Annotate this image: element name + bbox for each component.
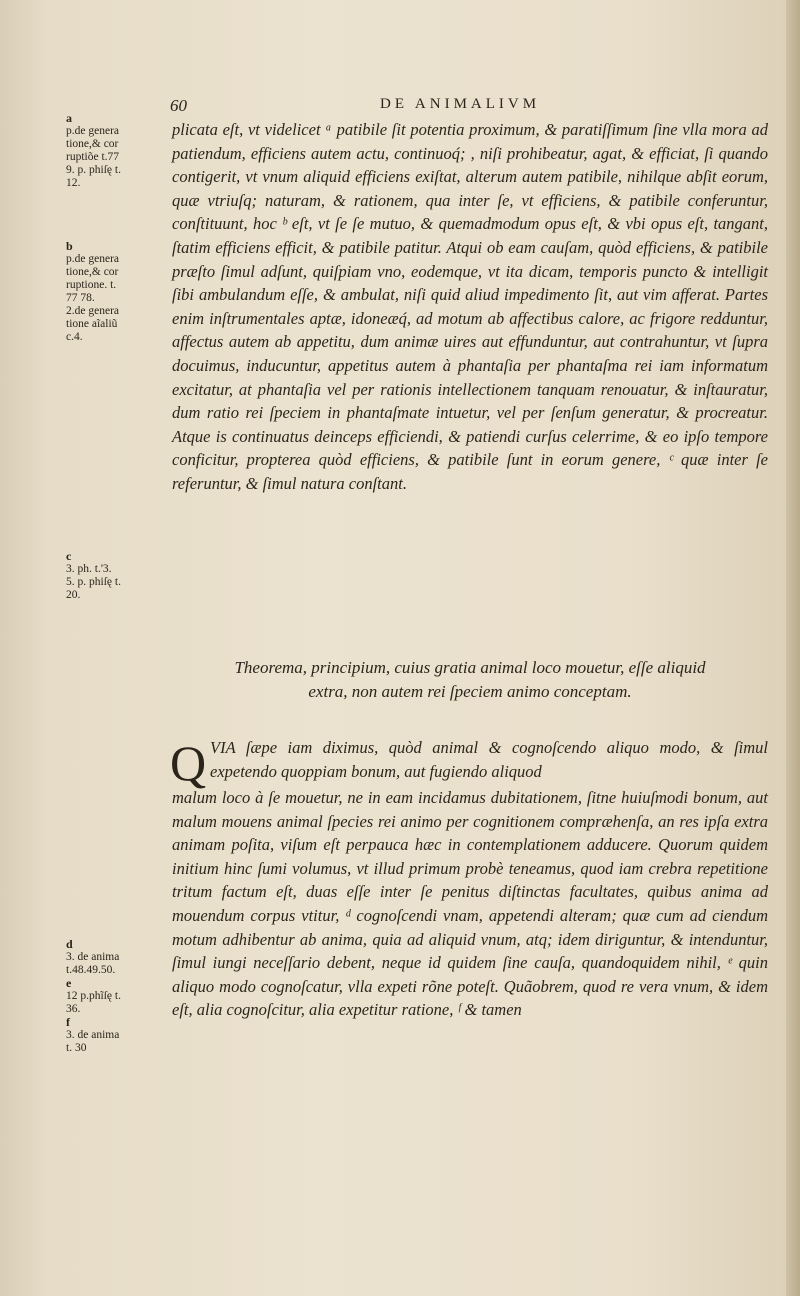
margin-note-c [66, 550, 166, 602]
margin-note-line: tione,& cor [66, 266, 119, 278]
margin-note-line: ruptiõe t.77 [66, 151, 120, 163]
margin-note-line: b [66, 239, 73, 253]
margin-note-line: p.de genera [66, 253, 119, 265]
theorem-heading [170, 656, 770, 704]
page-number: 60 [170, 96, 187, 115]
margin-note-line: tione,& cor [66, 138, 119, 150]
theorem-line: extra, non autem rei ſpeciem animo conceptam. [308, 682, 632, 701]
margin-note-line: 3. de anima [66, 951, 120, 963]
drop-cap: Q [170, 735, 207, 791]
margin-note-line: 12 p.phĩſę t. [66, 990, 121, 1002]
margin-note-line: 5. p. phiſę t. [66, 576, 121, 588]
body-paragraph-2: malum loco à ſe mouetur, ne in eam incidamus dubitationem, ſitne huiuſmodi bonum, aut malum mouens animal ſpecies rei animo per cognitionem compræhenſa, an res ipſa extra animam poſita, viſum eſt perpauca hæc in contemplationem adducere. Quorum quidem initium hinc ſumi volumus, vt illud primum probè teneamus, quod iam crebra repetitione tritum factum eſt, duas eſſe inter ſe penitus diſtinctas facultates, quibus anima ad mouendum corpus vtitur, ᵈ cognoſcendi vnam, appetendi alteram; quæ cum ad ciendum motum adhibentur ab anima, quia ad aliquid vnum, atq; idem diriguntur, & intenduntur, ſimul iungi neceſſario debent, neque id quidem ſine cauſa, quandoquidem nihil, ᵉ quin aliquo modo cognoſcatur, vlla expeti rõne poteſt. Quãobrem, quod re vera vnum, & idem eſt, alia cognoſcitur, alia expetitur ratione, ᶠ & tamen [172, 788, 768, 1020]
margin-note-a [66, 112, 166, 190]
margin-note-line: 3. de anima [66, 1029, 120, 1041]
margin-note-line: t.48.49.50. [66, 964, 116, 976]
page-edge [786, 0, 800, 1296]
margin-note-b [66, 240, 166, 344]
margin-note-line: c [66, 549, 72, 563]
body-paragraph-1: plicata eſt, vt videlicet ᵃ patibile ſit potentia proximum, & paratiſſimum ſine vlla mora ad patiendum, efficiens autem actu, continuoq́; , niſi prohibeatur, agat, & efficiat, ſi quando contigerit, vt vnum aliquid efficiens exiſtat, alterum autem patibile, nihilque abſit eorum, quæ vtriuſq; naturam, & rationem, qua inter ſe, vt efficiens, & patibile conferuntur, conſtituunt, hoc ᵇ eſt, vt ſe ſe mutuo, & quemadmodum opus eſt, & vbi opus eſt, tangant, ſtatim efficiens efficit, & patibile patitur. Atqui ob eam cauſam, quòd efficiens, & patibile præſto ſimul adſunt, quiſpiam vno, eodemque, vt ita dicam, temporis puncto & intelligit ſibi ambulandum eſſe, & ambulat, niſi quid aliud impedimento ſit, aut vim afferat. Partes enim inſtrumentales aptæ, idoneæq́, ad motum ab affectibus calore, ac frigore redduntur, affectus autem ab appetitu, dum animæ uires aut effunduntur, aut contrahuntur, vt ſupra docuimus, inducuntur, appetitus autem à phantaſia per phantaſma rei iam informatum excitatur, at phantaſia vel per rationis intellectionem tanquam renouatur, & inſtauratur, dum ratio rei ſpeciem in phantaſmate intuetur, vel per ſenſum generatur, & procreatur. Atque is continuatus deinceps efficiendi, & patiendi curſus celerrime, & eo ipſo tempore conficitur, propterea quòd efficiens, & patibile ſunt in eorum genere, ᶜ quæ inter ſe referuntur, & ſimul natura conſtant. [172, 120, 768, 493]
margin-note-line: 36. [66, 1003, 81, 1015]
margin-note-line: a [66, 111, 72, 125]
margin-note-line: t. 30 [66, 1042, 87, 1054]
margin-note-line: 9. p. phiſę t. [66, 164, 121, 176]
margin-note-line: 77 78. [66, 292, 95, 304]
margin-note-line: c.4. [66, 331, 83, 343]
margin-note-line: 2.de genera [66, 305, 119, 317]
body-paragraph-2-opening: VIA ſæpe iam diximus, quòd animal & cognoſcendo aliquo modo, & ſimul expetendo quoppiam bonum, aut fugiendo aliquod [210, 738, 768, 781]
drop-cap-box [170, 735, 210, 791]
running-title: DE ANIMALIVM [380, 96, 541, 112]
page-header [170, 96, 770, 120]
margin-note-line: e [66, 976, 72, 990]
margin-note-line: 3. ph. t.'3. [66, 563, 112, 575]
margin-note-line: d [66, 937, 73, 951]
margin-note-line: 20. [66, 589, 81, 601]
theorem-line: Theorema, principium, cuius gratia animal loco mouetur, eſſe aliquid [234, 658, 706, 677]
margin-note-line: 12. [66, 177, 81, 189]
margin-note-d [66, 938, 166, 1055]
margin-note-line: f [66, 1015, 70, 1029]
margin-note-line: tione aĩaliũ [66, 318, 118, 330]
margin-note-line: p.de genera [66, 125, 119, 137]
margin-note-line: ruptione. t. [66, 279, 117, 291]
